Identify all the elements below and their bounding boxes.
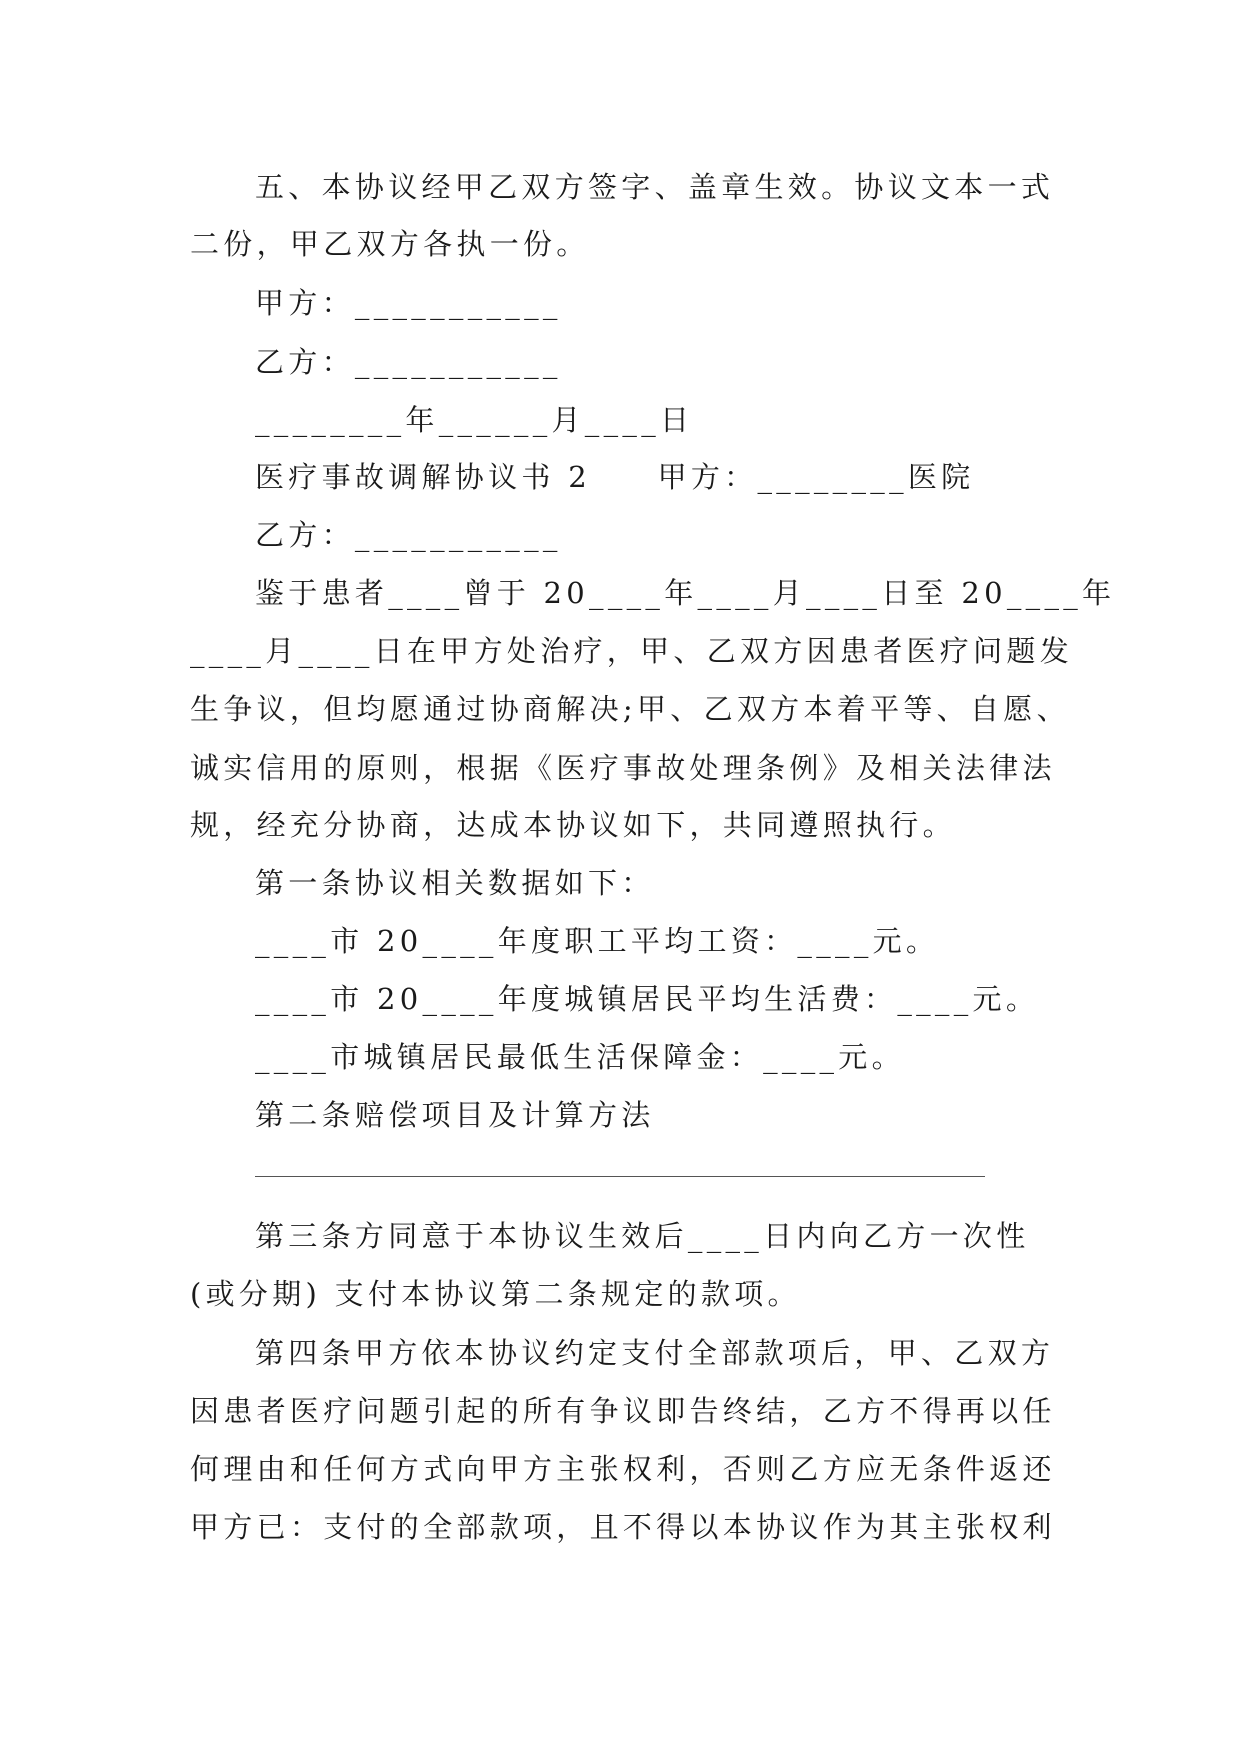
- paragraph-line: 诚实信用的原则，根据《医疗事故处理条例》及相关法律法: [190, 751, 1056, 785]
- paragraph-line: 二份，甲乙双方各执一份。: [190, 227, 590, 261]
- document-heading: 医疗事故调解协议书 2 甲方：________医院: [255, 460, 975, 494]
- data-line: ____市 20____年度职工平均工资：____元。: [255, 924, 940, 958]
- blank-fill-line: [255, 1176, 985, 1177]
- paragraph-line: ____月____日在甲方处治疗，甲、乙双方因患者医疗问题发: [190, 634, 1074, 668]
- paragraph-line: 甲方已：支付的全部款项，且不得以本协议作为其主张权利: [190, 1510, 1056, 1544]
- paragraph-line: 规，经充分协商，达成本协议如下，共同遵照执行。: [190, 808, 956, 842]
- data-line: ____市 20____年度城镇居民平均生活费：____元。: [255, 982, 1040, 1016]
- party-b-line: 乙方：___________: [255, 518, 562, 552]
- paragraph-line: (或分期) 支付本协议第二条规定的款项。: [190, 1277, 801, 1311]
- party-b-signature-line: 乙方：___________: [255, 345, 562, 379]
- paragraph-line: 第三条方同意于本协议生效后____日内向乙方一次性: [255, 1219, 1030, 1253]
- paragraph-line: 第四条甲方依本协议约定支付全部款项后，甲、乙双方: [255, 1336, 1055, 1370]
- paragraph-line: 鉴于患者____曾于 20____年____月____日至 20____年: [255, 576, 1116, 610]
- party-a-signature-line: 甲方：___________: [255, 286, 562, 320]
- paragraph-line: 因患者医疗问题引起的所有争议即告终结，乙方不得再以任: [190, 1394, 1056, 1428]
- data-line: ____市城镇居民最低生活保障金：____元。: [255, 1040, 905, 1074]
- paragraph-line: 何理由和任何方式向甲方主张权利，否则乙方应无条件返还: [190, 1452, 1056, 1486]
- date-line: ________年______月____日: [255, 403, 694, 437]
- article-heading: 第二条赔偿项目及计算方法: [255, 1098, 655, 1132]
- article-heading: 第一条协议相关数据如下：: [255, 866, 655, 900]
- paragraph-line: 五、本协议经甲乙双方签字、盖章生效。协议文本一式: [255, 170, 1055, 204]
- paragraph-line: 生争议，但均愿通过协商解决;甲、乙双方本着平等、自愿、: [190, 692, 1070, 726]
